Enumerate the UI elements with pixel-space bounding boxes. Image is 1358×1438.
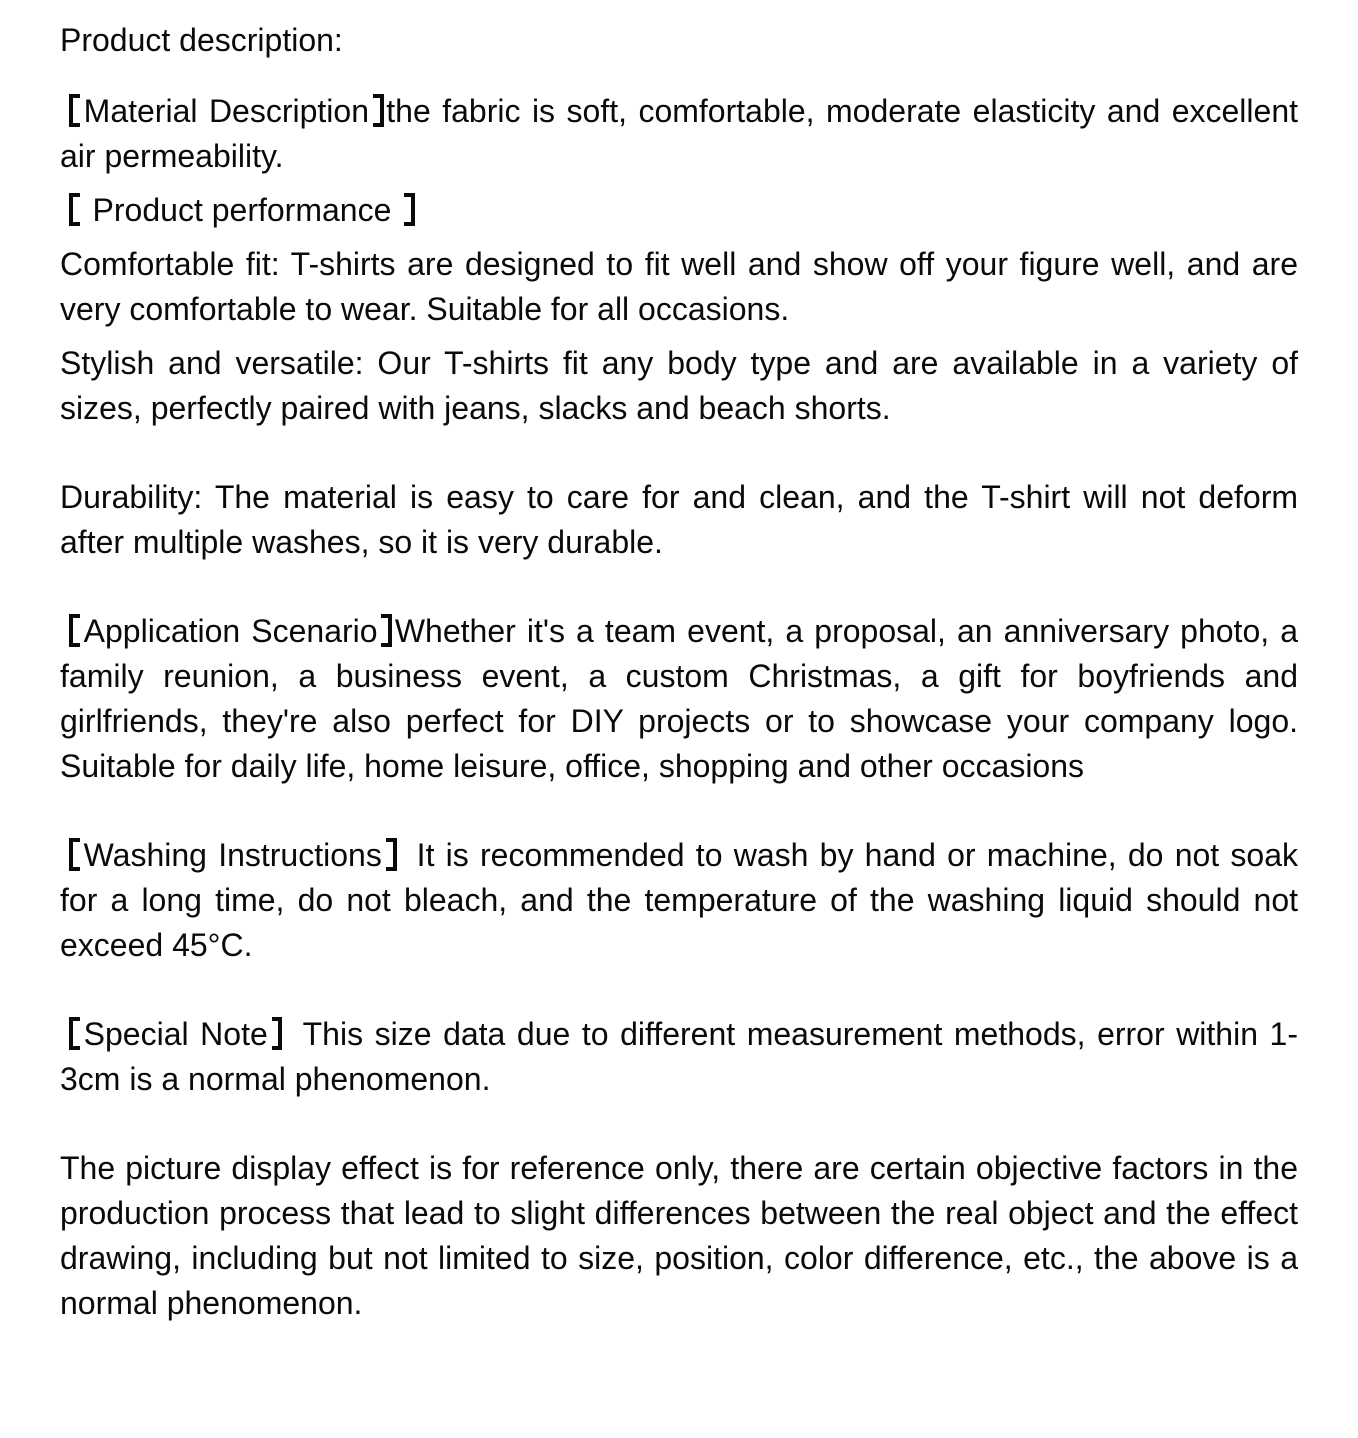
- page-title: [60, 18, 1298, 63]
- paragraph-stylish-versatile: [60, 341, 1298, 431]
- left-lenticular-bracket-icon: [69, 94, 80, 127]
- right-lenticular-bracket-icon: [404, 193, 415, 226]
- section-washing-instructions: [60, 833, 1298, 968]
- section-body: It is recommended to wash by hand or machine, do not soak for a long time, do not bleach, and the temperature of the washing liquid should not exceed 45°C.: [60, 837, 1299, 963]
- paragraph-text: The picture display effect is for reference only, there are certain objective factors in the production process that lead to slight differences between the real object and the effect drawing, including but not limited to size, position, color difference, etc., the above is a normal phenomenon.: [60, 1150, 1298, 1321]
- right-lenticular-bracket-icon: [386, 838, 397, 871]
- page-title-text: Product description:: [60, 22, 343, 58]
- right-lenticular-bracket-icon: [373, 94, 384, 127]
- section-heading: Washing Instructions: [83, 837, 382, 873]
- left-lenticular-bracket-icon: [69, 1017, 80, 1050]
- section-heading: Application Scenario: [83, 613, 378, 649]
- section-heading: Special Note: [83, 1016, 268, 1052]
- paragraph-text: Comfortable fit: T-shirts are designed to fit well and show off your figure well, and are very comfortable to wear. Suitable for all occasions.: [60, 246, 1298, 327]
- paragraph-durability: [60, 475, 1298, 565]
- right-lenticular-bracket-icon: [272, 1017, 283, 1050]
- left-lenticular-bracket-icon: [69, 193, 80, 226]
- section-body: Whether it's a team event, a proposal, an anniversary photo, a family reunion, a business event, a custom Christmas, a gift for boyfriends and girlfriends, they're also perfect for DIY projects or to showcase your company logo. Suitable for daily life, home leisure, office, shopping and other occasions: [60, 613, 1299, 784]
- paragraph-comfortable-fit: [60, 242, 1298, 332]
- section-body: the fabric is soft, comfortable, moderate elasticity and excellent air permeability.: [60, 93, 1299, 174]
- paragraph-picture-display-disclaimer: [60, 1146, 1298, 1326]
- section-body: This size data due to different measurement methods, error within 1-3cm is a normal phenomenon.: [60, 1016, 1299, 1097]
- section-heading: Material Description: [83, 93, 370, 129]
- left-lenticular-bracket-icon: [69, 614, 80, 647]
- section-application-scenario: [60, 609, 1298, 789]
- left-lenticular-bracket-icon: [69, 838, 80, 871]
- section-special-note: [60, 1012, 1298, 1102]
- section-heading: Product performance: [83, 192, 401, 228]
- section-material-description: [60, 89, 1298, 179]
- right-lenticular-bracket-icon: [381, 614, 392, 647]
- paragraph-text: Durability: The material is easy to care for and clean, and the T-shirt will not deform after multiple washes, so it is very durable.: [60, 479, 1298, 560]
- paragraph-text: Stylish and versatile: Our T-shirts fit any body type and are available in a variety of sizes, perfectly paired with jeans, slacks and beach shorts.: [60, 345, 1298, 426]
- section-product-performance: [60, 188, 1298, 233]
